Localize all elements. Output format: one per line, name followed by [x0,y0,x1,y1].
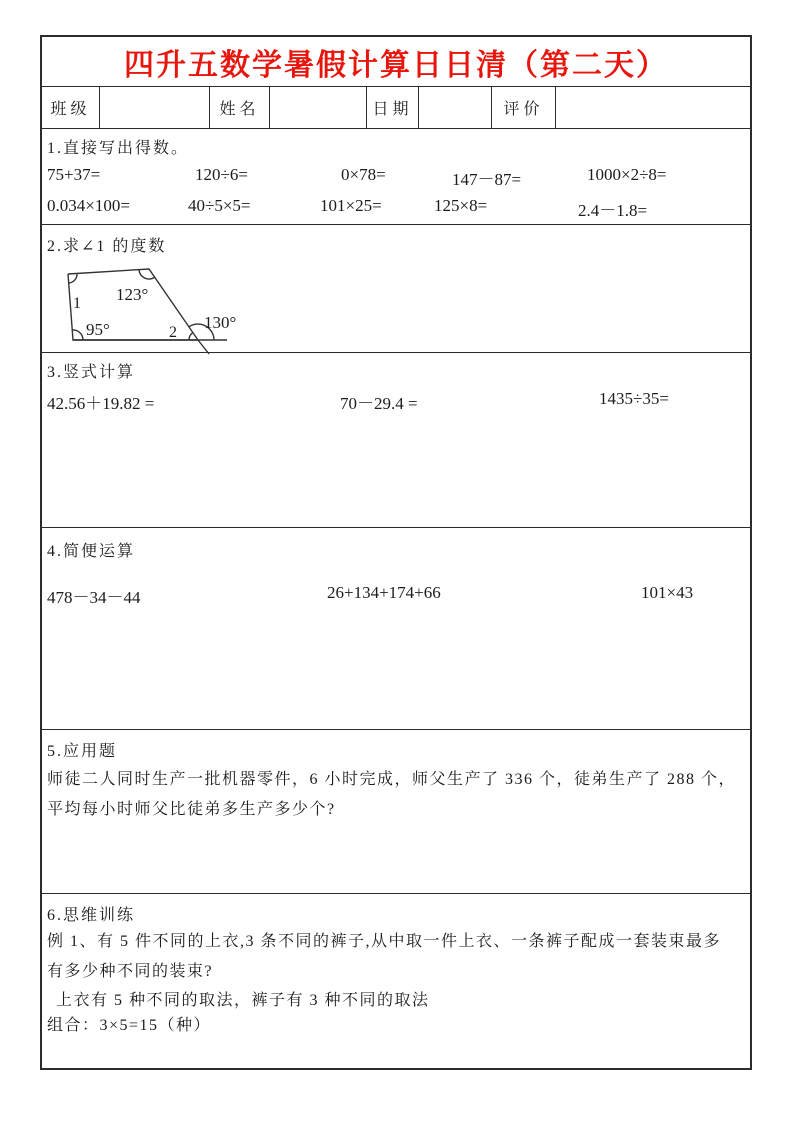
angle-123-label: 123° [116,285,149,304]
problem: 120÷6= [195,165,248,184]
class-label: 班级 [42,87,100,128]
class-input-cell[interactable] [100,87,210,128]
problem: 0.034×100= [47,196,130,215]
problem: 40÷5×5= [188,196,251,215]
problem: 0×78= [341,165,386,184]
problem: 1000×2÷8= [587,165,667,184]
name-label: 姓名 [210,87,270,128]
date-input-cell[interactable] [419,87,492,128]
problem: 101×25= [320,196,382,215]
quadrilateral-angle-figure [54,255,304,357]
angle-2-label: 2 [169,324,177,341]
problem: 2.4－1.8= [578,201,648,220]
section-simplified-operations [42,528,750,730]
word-problem-line: 平均每小时师父比徒弟多生产多少个? [47,801,336,818]
problem: 70－29.4 = [340,394,418,413]
problem: 125×8= [434,196,488,215]
date-label: 日期 [367,87,419,128]
section-direct-calculation [42,129,750,225]
section-angle-problem [42,225,750,353]
section-vertical-calculation [42,353,750,528]
problem: 75+37= [47,165,101,184]
worksheet-table [40,35,752,1070]
section4-heading: 4.简便运算 [47,543,136,560]
thinking-line: 组合：3×5=15（种） [47,1017,212,1034]
problem: 147－87= [452,170,522,189]
section3-heading: 3.竖式计算 [47,364,136,381]
name-input-cell[interactable] [270,87,367,128]
info-header-row [42,87,750,129]
problem: 101×43 [641,583,694,602]
thinking-line: 有多少种不同的装束? [47,963,214,980]
problem: 42.56＋19.82 = [47,394,155,413]
problem: 478－34－44 [47,588,141,607]
word-problem-line: 师徒二人同时生产一批机器零件，6 小时完成，师父生产了 336 个，徒弟生产了 288 个， [47,771,737,788]
section-thinking-training [42,894,750,1072]
angle-130-label: 130° [204,313,237,332]
angle-1-label: 1 [73,295,81,312]
section-word-problem [42,730,750,894]
section1-heading: 1.直接写出得数。 [47,140,190,157]
evaluation-input-cell[interactable] [556,87,750,128]
section6-heading: 6.思维训练 [47,907,136,924]
page-title: 四升五数学暑假计算日日清（第二天） [124,48,668,82]
thinking-line: 上衣有 5 种不同的取法，裤子有 3 种不同的取法 [56,992,430,1009]
evaluation-label: 评价 [492,87,556,128]
angle-95-label: 95° [86,320,110,339]
thinking-line: 例 1、有 5 件不同的上衣,3 条不同的裤子,从中取一件上衣、一条裤子配成一套装束最多 [47,933,722,950]
problem: 26+134+174+66 [327,583,441,602]
title-row [42,37,750,87]
section2-heading: 2.求∠1 的度数 [47,238,167,255]
section5-heading: 5.应用题 [47,743,118,760]
problem: 1435÷35= [599,389,669,408]
